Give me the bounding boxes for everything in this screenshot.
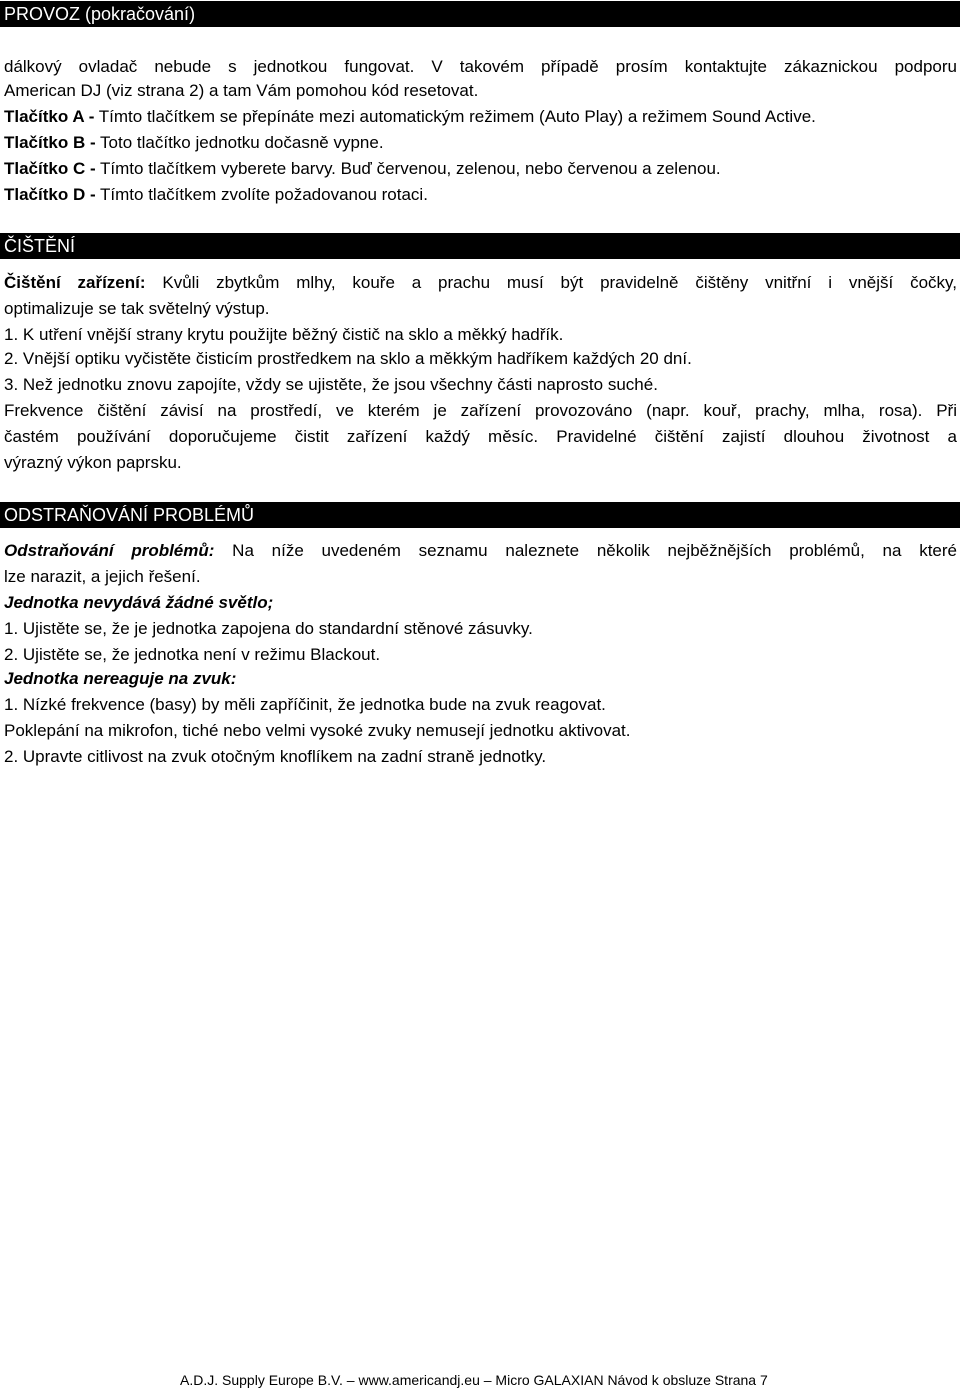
cleaning-frequency-line: výrazný výkon paprsku. bbox=[4, 453, 182, 472]
cleaning-step-3: 3. Než jednotku znovu zapojíte, vždy se ujistěte, že jsou všechny části naprosto suché. bbox=[4, 375, 658, 394]
troubleshooting-lead-continued: lze narazit, a jejich řešení. bbox=[4, 567, 201, 586]
cleaning-frequency-line: Frekvence čištění závisí na prostředí, ve kterém je zařízení provozováno (napr. kouř, prachy, mlha, rosa). Při bbox=[4, 401, 957, 420]
cleaning-step-1: 1. K utření vnější strany krytu použijte běžný čistič na sklo a měkký hadřík. bbox=[4, 325, 564, 344]
problem-heading-no-light: Jednotka nevydává žádné světlo; bbox=[4, 593, 274, 612]
cleaning-lead bbox=[4, 272, 957, 294]
problem-1-step-2: 2. Ujistěte se, že jednotka není v režimu Blackout. bbox=[4, 645, 381, 664]
button-b-label: Tlačítko B - bbox=[4, 133, 96, 152]
button-c-label: Tlačítko C - bbox=[4, 159, 96, 178]
troubleshooting-lead bbox=[4, 540, 957, 562]
problem-1-step-1: 1. Ujistěte se, že je jednotka zapojena do standardní stěnové zásuvky. bbox=[4, 619, 533, 638]
button-d-text: Tímto tlačítkem zvolíte požadovanou rotaci. bbox=[95, 185, 428, 204]
problem-2-note: Poklepání na mikrofon, tiché nebo velmi vysoké zvuky nemusejí jednotku aktivovat. bbox=[4, 721, 631, 740]
section-heading-cisteni: ČIŠTĚNÍ bbox=[0, 233, 960, 259]
button-a-description bbox=[4, 106, 816, 128]
button-d-label: Tlačítko D - bbox=[4, 185, 96, 204]
problem-2-step-1: 1. Nízké frekvence (basy) by měli zapříčinit, že jednotka bude na zvuk reagovat. bbox=[4, 695, 606, 714]
button-d-description bbox=[4, 184, 428, 206]
page-footer: A.D.J. Supply Europe B.V. – www.americandj.eu – Micro GALAXIAN Návod k obsluze Strana 7 bbox=[180, 1372, 768, 1388]
problem-2-step-2: 2. Upravte citlivost na zvuk otočným knoflíkem na zadní straně jednotky. bbox=[4, 747, 547, 766]
button-a-label: Tlačítko A - bbox=[4, 107, 95, 126]
section-heading-troubleshooting: ODSTRAŇOVÁNÍ PROBLÉMŮ bbox=[0, 502, 960, 528]
troubleshooting-lead-label: Odstraňování problémů: bbox=[4, 541, 215, 560]
section-heading-provoz: PROVOZ (pokračování) bbox=[0, 1, 960, 27]
button-c-text: Tímto tlačítkem vyberete barvy. Buď červenou, zelenou, nebo červenou a zelenou. bbox=[95, 159, 721, 178]
cleaning-step-2: 2. Vnější optiku vyčistěte čisticím prostředkem na sklo a měkkým hadříkem každých 20 dní. bbox=[4, 349, 692, 368]
provoz-paragraph-line: American DJ (viz strana 2) a tam Vám pomohou kód resetovat. bbox=[4, 81, 479, 100]
troubleshooting-lead-text: Na níže uvedeném seznamu naleznete několik nejběžnějších problémů, na které bbox=[214, 541, 957, 560]
cleaning-lead-label: Čištění zařízení: bbox=[4, 273, 146, 292]
cleaning-lead-continued: optimalizuje se tak světelný výstup. bbox=[4, 299, 270, 318]
button-c-description bbox=[4, 158, 721, 180]
button-a-text: Tímto tlačítkem se přepínáte mezi automatickým režimem (Auto Play) a režimem Sound Active. bbox=[94, 107, 816, 126]
button-b-text: Toto tlačítko jednotku dočasně vypne. bbox=[95, 133, 384, 152]
cleaning-lead-text: Kvůli zbytkům mlhy, kouře a prachu musí být pravidelně čištěny vnitřní i vnější čočky, bbox=[145, 273, 958, 292]
problem-heading-no-sound-response: Jednotka nereaguje na zvuk: bbox=[4, 669, 237, 688]
button-b-description bbox=[4, 132, 384, 154]
cleaning-frequency-line: častém používání doporučujeme čistit zařízení každý měsíc. Pravidelné čištění zajistí dlouhou životnost a bbox=[4, 427, 957, 446]
provoz-paragraph-line: dálkový ovladač nebude s jednotkou fungovat. V takovém případě prosím kontaktujte zákaznickou podporu bbox=[4, 57, 957, 76]
